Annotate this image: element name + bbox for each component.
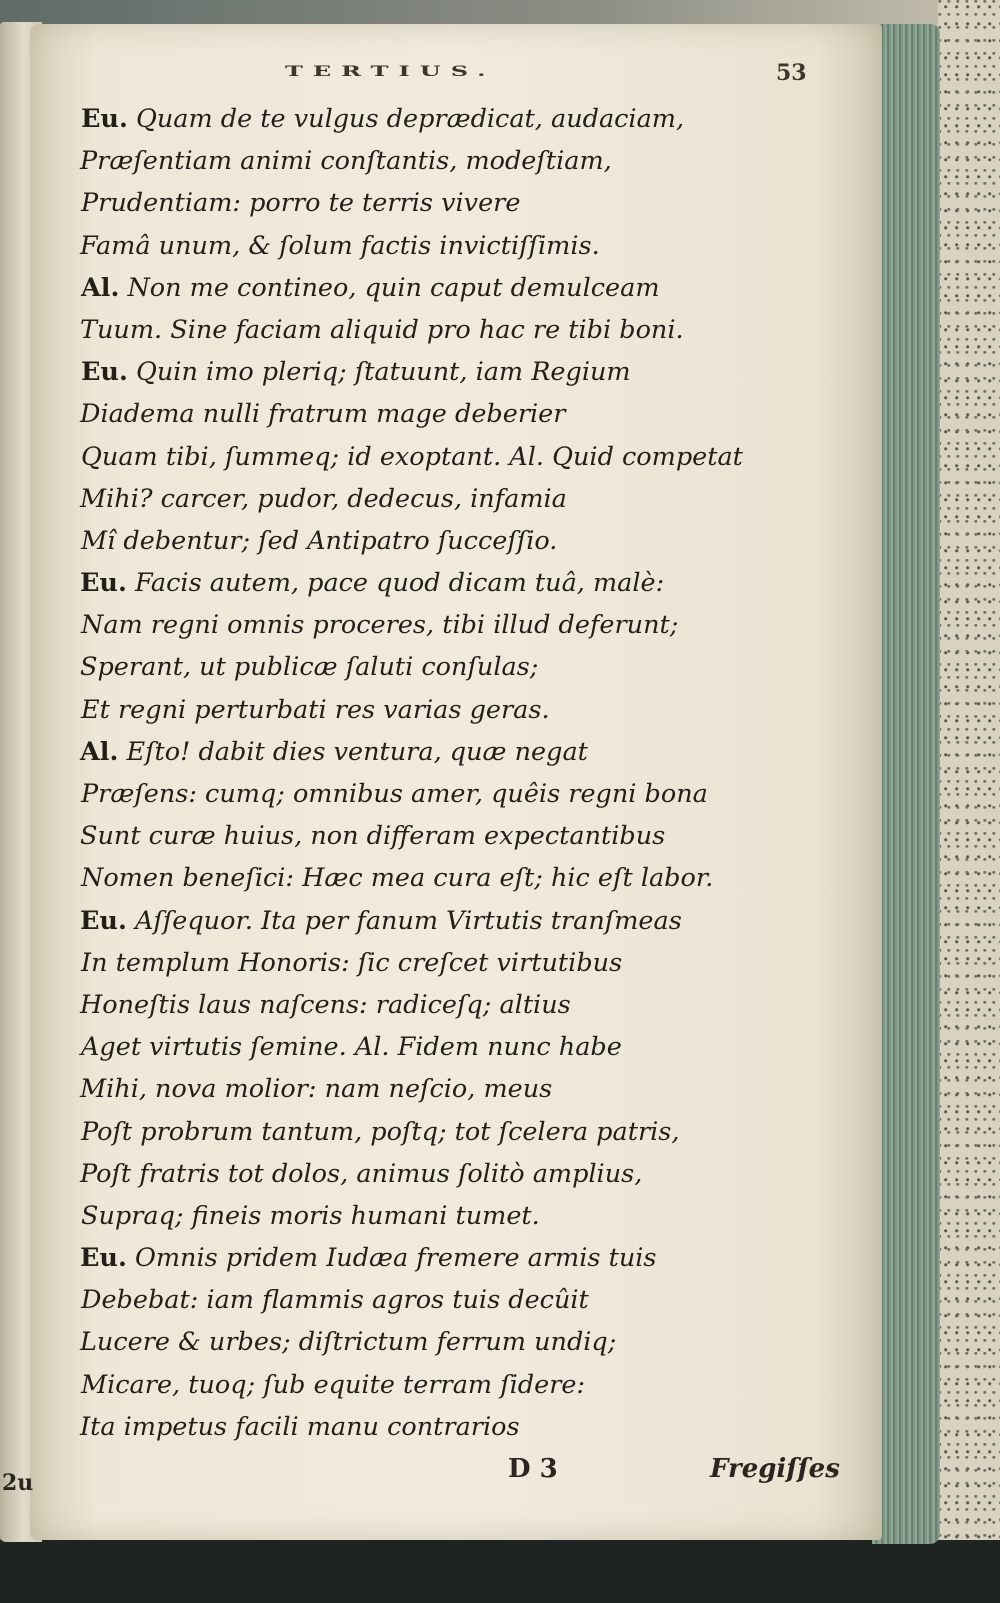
- line-text: Famâ unum, & ſolum factis invictiſſimis.: [80, 230, 600, 261]
- verse-line: [81, 1279, 861, 1321]
- line-text: Ita impetus facili manu contrarios: [80, 1411, 520, 1442]
- speaker-label: Eu.: [80, 568, 127, 599]
- scan-bottom-shadow: [0, 1540, 1000, 1603]
- line-text: Tuum. Sine faciam aliquid pro hac re tibi boni.: [80, 314, 684, 345]
- verse-line: [80, 646, 860, 688]
- line-text: Nomen beneſici: Hæc mea cura eſt; hic eſt labor.: [81, 863, 714, 894]
- verse-line: [81, 604, 861, 646]
- signature-mark: D 3: [508, 1454, 558, 1484]
- line-text: In templum Honoris: ſic creſcet virtutibus: [81, 947, 623, 978]
- verse-line: [80, 140, 860, 182]
- verse-line: [80, 225, 860, 267]
- speaker-label: Eu.: [80, 905, 127, 936]
- verse-line: [81, 773, 861, 815]
- verse-line: [80, 1321, 860, 1363]
- line-text: Omnis pridem Iudæa fremere armis tuis: [134, 1243, 657, 1274]
- speaker-label: Al.: [80, 736, 119, 767]
- line-text: Debebat: iam flammis agros tuis decûit: [81, 1285, 589, 1316]
- line-text: Poſt probrum tantum, poſtq; tot ſcelera patris,: [81, 1116, 680, 1147]
- line-text: Quin imo pleriq; ſtatuunt, iam Regium: [135, 357, 631, 388]
- scan-edge-speckle: [938, 0, 1000, 1603]
- verse-line: [81, 267, 861, 309]
- verse-line: [80, 1153, 860, 1195]
- verse-line: [81, 942, 861, 984]
- verse-line: [81, 689, 861, 731]
- verse-line: [81, 436, 861, 478]
- speaker-label: Al.: [81, 272, 120, 303]
- line-text: Nam regni omnis proceres, tibi illud deferunt;: [81, 610, 679, 641]
- verse-line: [80, 478, 860, 520]
- line-text: Honeſtis laus naſcens: radiceſq; altius: [80, 989, 571, 1020]
- line-text: Prudentiam: porro te terris vivere: [81, 188, 521, 219]
- line-text: Poſt fratris tot dolos, animus ſolitò amplius,: [80, 1158, 643, 1189]
- speaker-label: Eu.: [81, 357, 128, 388]
- line-text: Mihi, nova molior: nam neſcio, meus: [80, 1074, 553, 1105]
- verse-line: [81, 857, 861, 899]
- speaker-label: Eu.: [81, 104, 128, 134]
- line-text: Eſto! dabit dies ventura, quæ negat: [126, 736, 588, 767]
- verse-line: [81, 1364, 861, 1406]
- line-text: Aſſequor. Ita per fanum Virtutis tranſmeas: [134, 905, 682, 936]
- verse-line: [80, 393, 860, 435]
- verse-line: [81, 520, 861, 562]
- verse-line: [81, 351, 861, 393]
- line-text: Lucere & urbes; diſtrictum ferrum undiq;: [80, 1327, 617, 1358]
- verse-line: [80, 1237, 860, 1279]
- verse-line: [80, 900, 860, 942]
- verse-line: [80, 984, 860, 1026]
- verse-lines: [80, 98, 860, 1448]
- line-text: Mî debentur; ſed Antipatro ſucceſſio.: [81, 525, 558, 556]
- verse-line: [81, 1111, 861, 1153]
- verse-line: [81, 182, 861, 224]
- verse-line: [80, 815, 860, 857]
- line-text: Facis autem, pace quod dicam tuâ, malè:: [134, 568, 665, 599]
- line-text: Præſens: cumq; omnibus amer, quêis regni bona: [81, 779, 708, 809]
- verse-line: [80, 309, 860, 351]
- speaker-label: Eu.: [80, 1243, 127, 1274]
- book-page: [30, 24, 882, 1540]
- verse-line: [80, 1068, 860, 1110]
- line-text: Sunt curæ huius, non differam expectantibus: [80, 821, 666, 852]
- line-text: Non me contineo, quin caput demulceam: [127, 272, 660, 303]
- catchword: Fregiſſes: [710, 1454, 840, 1484]
- line-text: Supraq; fineis moris humani tumet.: [81, 1200, 540, 1231]
- line-text: Diadema nulli fratrum mage deberier: [80, 399, 566, 430]
- verse-line: [80, 562, 860, 604]
- running-head: TERTIUS.: [285, 62, 496, 80]
- line-text: Quam tibi, ſummeq; id exoptant. Al. Quid competat: [81, 441, 743, 472]
- line-text: Sperant, ut publicæ ſaluti conſulas;: [80, 652, 539, 683]
- line-text: Quam de te vulgus deprædicat, audaciam,: [135, 104, 685, 134]
- line-text: Aget virtutis ſemine. Al. Fidem nunc habe: [81, 1032, 622, 1063]
- line-text: Mihi? carcer, pudor, dedecus, infamia: [80, 483, 567, 514]
- margin-mark: 2u: [2, 1470, 34, 1496]
- line-text: Præſentiam animi conſtantis, modeſtiam,: [80, 146, 612, 177]
- line-text: Et regni perturbati res varias geras.: [81, 694, 550, 725]
- verse-line: [81, 98, 861, 140]
- verse-line: [80, 731, 860, 773]
- page-number: 53: [776, 60, 807, 86]
- page-edge-stack: [872, 24, 940, 1544]
- verse-line: [81, 1195, 861, 1237]
- line-text: Micare, tuoq; ſub equite terram ſidere:: [81, 1369, 586, 1400]
- verse-line: [80, 1406, 860, 1448]
- verse-line: [81, 1026, 861, 1068]
